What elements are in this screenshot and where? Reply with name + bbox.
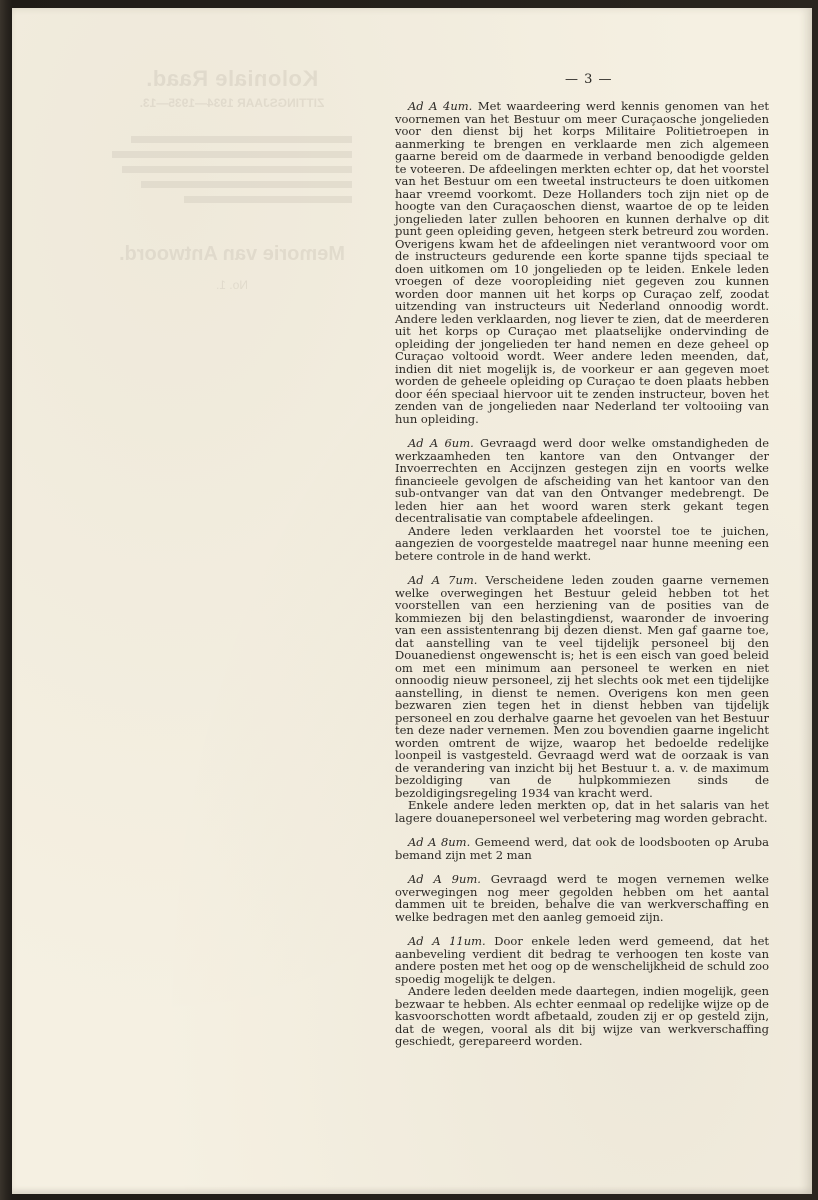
paragraph-ad-a-7um xyxy=(395,574,769,799)
bleed-through-text xyxy=(112,66,352,292)
paragraph-text: Door enkele leden werd gemeend, dat het aanbeveling verdient dit bedrag te verhoogen ten koste van andere posten met het oog op de wenschelijkheid de schuld zoo spoedig mogelijk te delgen. xyxy=(395,934,769,986)
paragraph-ad-a-11um-continued xyxy=(395,985,769,1048)
paragraph-text: Met waardeering werd kennis genomen van het voornemen van het Bestuur om meer Curaçaosche jongelieden voor den dienst bij het korps Militaire Politietroepen in aanmerking te brengen en verklaarde men zich algemeen gaarne bereid om de daarmede in verband benoodigde gelden te voteeren. De afdeelingen merkten echter op, dat het voorstel van het Bestuur om een tweetal instructeurs te doen uitkomen haar vreemd voorkomt. Deze Hollanders toch zijn niet op de hoogte van den Curaçaoschen dienst, waartoe de op te leiden jongelieden later zullen behooren en kunnen derhalve op dit punt geen opleiding geven, hetgeen sterk betreurd zou worden. Overigens kwam het de afdeelingen niet verantwoord voor om de instructeurs gedurende een korte spanne tijds speciaal te doen uitkomen om 10 jongelieden op te leiden. Enkele leden vroegen of deze vooropleiding niet gegeven zou kunnen worden door mannen uit het korps op Curaçao zelf, zoodat uitzending van instructeurs uit Nederland onnoodig wordt. Andere leden verklaarden, nog liever te zien, dat de meerderen uit het korps op Curaçao met plaatselijke ondervinding de opleiding der jongelieden ter hand nemen en deze geheel op Curaçao voltooid wordt. Weer andere leden meenden, dat, indien dit niet mogelijk is, de voorkeur er aan gegeven moet worden de geheele opleiding op Curaçao te doen plaats hebben door één speciaal hiervoor uit te zenden instructeur, boven het zenden van de jongelieden naar Nederland ter voltooiing van hun opleiding. xyxy=(395,99,769,426)
bleed-line xyxy=(141,181,352,188)
paragraph-ad-a-6um xyxy=(395,437,769,525)
document-body xyxy=(395,100,769,1060)
paragraph-lead: Ad A 9um. xyxy=(408,872,481,886)
bleed-lines xyxy=(112,136,352,203)
document-page xyxy=(12,8,812,1194)
page-number: — 3 — xyxy=(565,72,613,87)
paragraph-text: Verscheidene leden zouden gaarne vernemen welke overwegingen het Bestuur geleid hebben tot het voorstellen van een herziening van de posities van de kommiezen bij den belastingdienst, waaronder de invoering van een assistentenrang bij dezen dienst. Men gaf gaarne toe, dat aanstelling van te veel tijdelijk personeel bij den Douanedienst ongewenscht is; het is een eisch van goed beleid om met een minimum aan personeel te werken en niet onnoodig nieuw personeel, zij het slechts ook met een tijdelijke aanstelling, in dienst te nemen. Overigens kon men geen bezwaren zien tegen het in dienst hebben van tijdelijk personeel en zou derhalve gaarne het gevoelen van het Bestuur ten deze nader vernemen. Men zou bovendien gaarne ingelicht worden omtrent de wijze, waarop het bedoelde redelijke loonpeil is vastgesteld. Gevraagd werd wat de oorzaak is van de verandering van inzicht bij het Bestuur t. a. v. de maximum bezoldiging van de hulpkommiezen sinds de bezoldigingsregeling 1934 van kracht werd. xyxy=(395,573,769,800)
bleed-heading: Memorie van Antwoord. xyxy=(119,243,345,265)
paragraph-text: Enkele andere leden merkten op, dat in het salaris van het lagere douanepersoneel wel verbetering mag worden gebracht. xyxy=(395,798,769,825)
paragraph-text: Andere leden verklaarden het voorstel toe te juichen, aangezien de voorgestelde maatregel naar hunne meening een betere controle in de hand werkt. xyxy=(395,523,769,563)
paragraph-ad-a-11um xyxy=(395,935,769,985)
bleed-line xyxy=(131,136,352,143)
paragraph-ad-a-4um xyxy=(395,100,769,425)
paragraph-lead: Ad A 7um. xyxy=(408,573,478,587)
bleed-number: No. 1. xyxy=(216,278,249,292)
paragraph-lead: Ad A 8um. xyxy=(408,835,471,849)
bleed-line xyxy=(112,151,352,158)
bleed-title: Koloniale Raad. xyxy=(145,66,319,91)
paragraph-ad-a-9um xyxy=(395,873,769,923)
paragraph-text: Gemeend werd, dat ook de loodsbooten op Aruba bemand zijn met 2 man xyxy=(395,835,769,862)
paragraph-text: Andere leden deelden mede daartegen, indien mogelijk, geen bezwaar te hebben. Als echter eenmaal op redelijke wijze op de kasvoorschotten wordt afbetaald, zouden zij er op gesteld zijn, dat de wegen, vooral als dit bij wijze van werkverschaffing geschiedt, gerepareerd worden. xyxy=(395,984,769,1048)
bleed-subtitle: ZITTINGSJAAR 1934—1935—13. xyxy=(139,96,325,110)
bleed-line xyxy=(122,166,352,173)
paragraph-lead: Ad A 11um. xyxy=(408,934,486,948)
paragraph-text: Gevraagd werd door welke omstandigheden de werkzaamheden ten kantore van den Ontvanger der Invoerrechten en Accijnzen gestegen zijn en voorts welke financieele gevolgen de afscheiding van het kantoor van den sub-ontvanger van dat van den Ontvanger medebrengt. De leden hier aan het woord waren sterk gekant tegen decentralisatie van comptabele afdeelingen. xyxy=(395,436,770,525)
paragraph-ad-a-8um xyxy=(395,836,769,861)
paragraph-text: Gevraagd werd te mogen vernemen welke overwegingen nog meer gegolden hebben om het aantal dammen uit te breiden, behalve die van werkverschaffing en welke bedragen met den aanleg gemoeid zijn. xyxy=(395,872,769,924)
paragraph-lead: Ad A 4um. xyxy=(408,99,473,113)
bleed-line xyxy=(184,196,352,203)
paragraph-lead: Ad A 6um. xyxy=(408,436,474,450)
paragraph-ad-a-6um-continued xyxy=(395,525,769,563)
paragraph-ad-a-7um-continued xyxy=(395,799,769,824)
